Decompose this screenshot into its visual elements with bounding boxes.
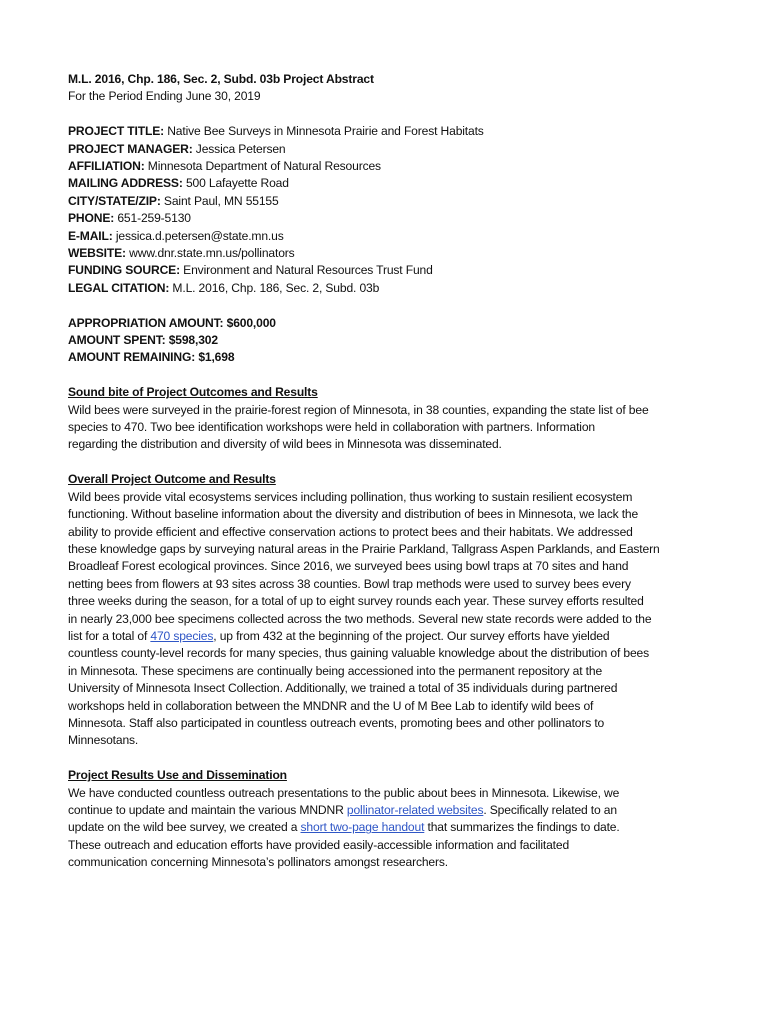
- dissemination-line: We have conducted countless outreach presentations to the public about bees in Minnesota. Likewise, we: [68, 785, 620, 800]
- overall-outcome-section: [68, 471, 710, 750]
- overall-line: University of Minnesota Insect Collection. Additionally, we trained a total of 35 individuals during partnered: [68, 681, 618, 696]
- reporting-period: For the Period Ending June 30, 2019: [68, 89, 261, 104]
- info-affiliation: AFFILIATION: Minnesota Department of Natural Resources: [68, 159, 381, 174]
- overall-outcome-heading: Overall Project Outcome and Results: [68, 472, 276, 487]
- overall-line: ability to provide efficient and effective conservation actions to protect bees and their habitats. We addressed: [68, 524, 633, 539]
- dissemination-line: These outreach and education efforts have provided easily-accessible information and facilitated: [68, 837, 570, 852]
- dissemination-line-with-link: update on the wild bee survey, we created a short two-page handout that summarizes the findings to date.: [68, 820, 620, 835]
- soundbite-line: regarding the distribution and diversity of wild bees in Minnesota was disseminated.: [68, 437, 502, 452]
- info-project-title: PROJECT TITLE: Native Bee Surveys in Minnesota Prairie and Forest Habitats: [68, 124, 484, 139]
- spacer: [68, 454, 710, 471]
- dissemination-section: [68, 767, 710, 871]
- soundbite-line: species to 470. Two bee identification workshops were held in collaboration with partners. Information: [68, 420, 595, 435]
- overall-line-with-link: list for a total of 470 species, up from 432 at the beginning of the project. Our survey efforts have yielded: [68, 628, 610, 643]
- dissemination-heading: Project Results Use and Dissemination: [68, 768, 287, 783]
- overall-line: countless county-level records for many species, thus gaining valuable knowledge about the distribution of bees: [68, 646, 649, 661]
- dissemination-line: communication concerning Minnesota’s pollinators amongst researchers.: [68, 855, 448, 870]
- soundbite-section: [68, 384, 710, 454]
- document-title: M.L. 2016, Chp. 186, Sec. 2, Subd. 03b Project Abstract: [68, 72, 374, 86]
- overall-line: in nearly 23,000 bee specimens collected across the two methods. Several new state records were added to the: [68, 611, 652, 626]
- spacer: [68, 750, 710, 767]
- info-city-state-zip: CITY/STATE/ZIP: Saint Paul, MN 55155: [68, 193, 279, 208]
- info-funding-source: FUNDING SOURCE: Environment and Natural Resources Trust Fund: [68, 263, 433, 278]
- amount-spent: AMOUNT SPENT: $598,302: [68, 333, 218, 348]
- info-phone: PHONE: 651-259-5130: [68, 211, 191, 226]
- info-legal-citation: LEGAL CITATION: M.L. 2016, Chp. 186, Sec. 2, Subd. 03b: [68, 280, 380, 295]
- amounts-block: [68, 315, 710, 367]
- spacer: [68, 367, 710, 384]
- dissemination-line-with-link: continue to update and maintain the various MNDNR pollinator-related websites. Specifically related to an: [68, 802, 617, 817]
- soundbite-line: Wild bees were surveyed in the prairie-forest region of Minnesota, in 38 counties, expanding the state list of bee: [68, 402, 649, 417]
- appropriation-amount: APPROPRIATION AMOUNT: $600,000: [68, 315, 276, 330]
- overall-line: three weeks during the season, for a total of up to eight survey rounds each year. These survey efforts resulted: [68, 594, 644, 609]
- info-website: WEBSITE: www.dnr.state.mn.us/pollinators: [68, 246, 295, 261]
- overall-line: these knowledge gaps by surveying natural areas in the Prairie Parkland, Tallgrass Aspen Parklands, and Eastern: [68, 541, 660, 556]
- overall-line: Broadleaf Forest ecological provinces. Since 2016, we surveyed bees using bowl traps at 70 sites and hand: [68, 559, 629, 574]
- amount-remaining: AMOUNT REMAINING: $1,698: [68, 350, 235, 365]
- overall-line: Minnesota. Staff also participated in countless outreach events, promoting bees and other pollinators to: [68, 715, 605, 730]
- handout-link[interactable]: short two-page handout: [300, 820, 425, 835]
- overall-line: netting bees from flowers at 93 sites across 38 counties. Bowl trap methods were used to survey bees every: [68, 576, 631, 591]
- info-mailing-address: MAILING ADDRESS: 500 Lafayette Road: [68, 176, 289, 191]
- spacer: [68, 297, 710, 314]
- overall-line: Wild bees provide vital ecosystems services including pollination, thus working to sustain resilient ecosystem: [68, 489, 633, 504]
- overall-line: Minnesotans.: [68, 733, 139, 748]
- info-email: E-MAIL: jessica.d.petersen@state.mn.us: [68, 228, 284, 243]
- soundbite-heading: Sound bite of Project Outcomes and Results: [68, 385, 318, 400]
- species-list-link[interactable]: 470 species: [150, 628, 214, 643]
- overall-line: in Minnesota. These specimens are continually being accessioned into the permanent repository at the: [68, 663, 603, 678]
- project-info-block: [68, 123, 710, 297]
- overall-line: functioning. Without baseline information about the diversity and distribution of bees in Minnesota, we lack the: [68, 507, 639, 522]
- spacer: [68, 106, 710, 123]
- overall-line: workshops held in collaboration between the MNDNR and the U of M Bee Lab to identify wild bees of: [68, 698, 594, 713]
- pollinator-websites-link[interactable]: pollinator-related websites: [346, 802, 484, 817]
- info-project-manager: PROJECT MANAGER: Jessica Petersen: [68, 141, 286, 156]
